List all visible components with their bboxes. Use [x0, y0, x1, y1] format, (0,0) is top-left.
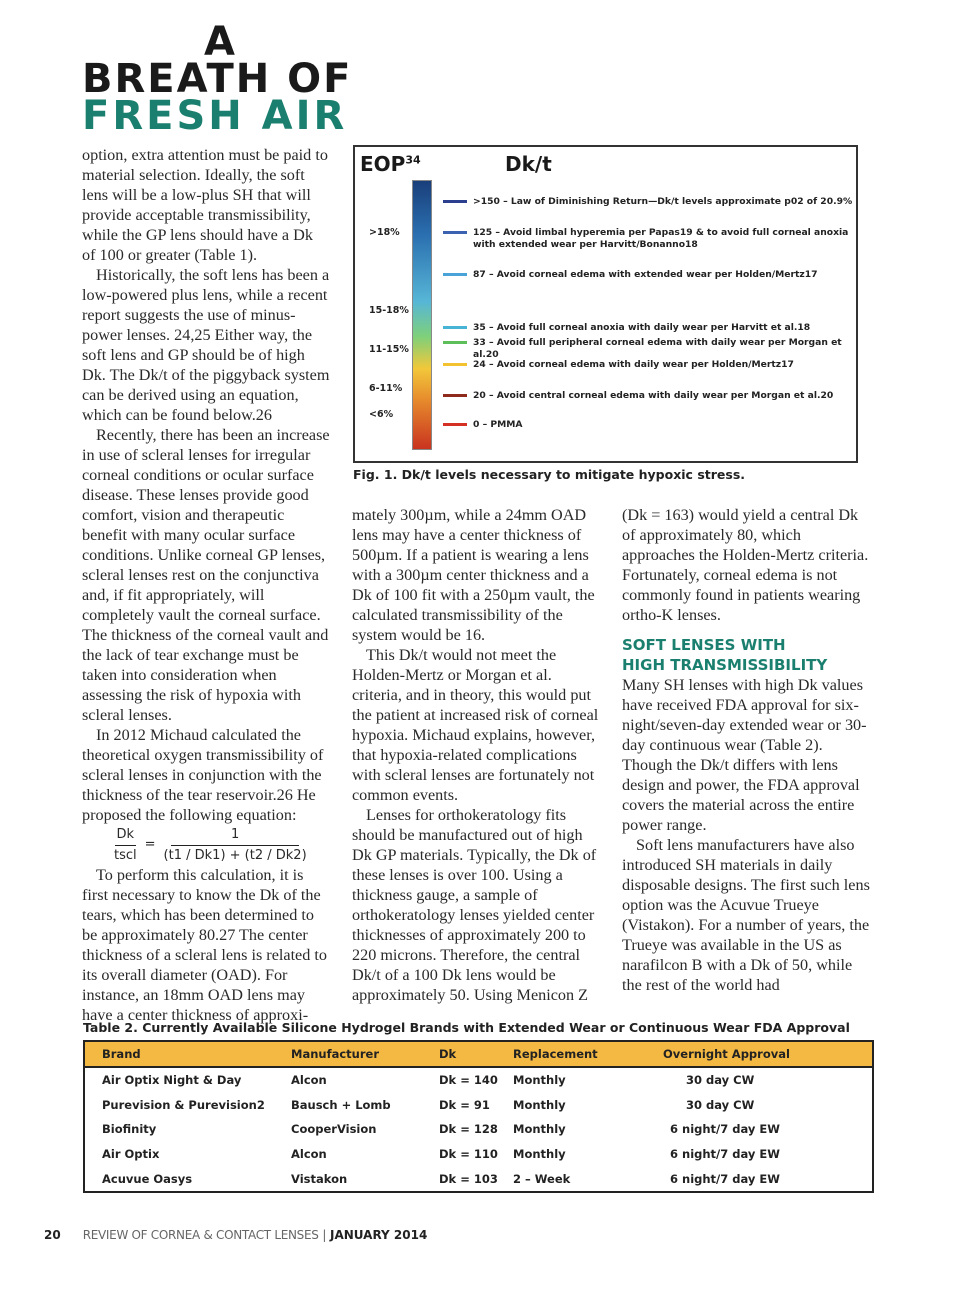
cell: Monthly [513, 1097, 566, 1112]
cell: Monthly [513, 1073, 566, 1088]
eq-equals: = [144, 837, 156, 852]
level-swatch [443, 341, 467, 344]
column-2 [352, 505, 604, 1005]
cell: Monthly [513, 1122, 566, 1137]
table-caption: Table 2. Currently Available Silicone Hydrogel Brands with Extended Wear or Continuous Wear FDA Approval [83, 1020, 850, 1035]
paragraph: This Dk/t would not meet the Holden-Mertz or Morgan et al. criteria, and in theory, this would put the patient at increased risk of corneal hypoxia. Michaud explains, however, that hypoxia-related complications with scleral lenses are fortunately not common events. [352, 646, 599, 804]
cell: Dk = 128 [439, 1122, 498, 1137]
percent-label: 6-11% [369, 383, 403, 394]
paragraph: option, extra attention must be paid to material selection. Ideally, the soft lens will be a low-plus SH that will provide acceptable transmissibility, while the GP lens should have a Dk of 100 or greater (Table 1). [82, 146, 328, 264]
paragraph: Recently, there has been an increase in use of scleral lenses for irregular corneal conditions or ocular surface disease. These lenses provide good comfort, vision and therapeutic benefit with many ocular surface conditions. Unlike corneal GP lenses, scleral lenses rest on the conjunctiva and, if fit appropriately, will completely vault the corneal surface. The thickness of the corneal vault and the lack of tear exchange must be taken into consideration when assessing the risk of hypoxia with scleral lenses. [82, 426, 330, 724]
paragraph: (Dk = 163) would yield a central Dk of approximately 80, which approaches the Holden-Mertz criteria. Fortunately, corneal edema is not commonly found in patients wearing ortho-K lenses. [622, 506, 869, 624]
paragraph: Many SH lenses with high Dk values have received FDA approval for six-night/seven-day extended wear or 30-day continuous wear (Table 2). Though the Dk/t differs with lens design and power, the FDA approval covers the material across the entire power range. [622, 676, 867, 834]
cell: 2 – Week [513, 1171, 571, 1186]
level-swatch [443, 363, 467, 366]
table-row [85, 1166, 872, 1191]
figure-caption: Fig. 1. Dk/t levels necessary to mitigate hypoxic stress. [353, 467, 746, 482]
cell: 6 night/7 day EW [670, 1147, 780, 1162]
article-title [82, 19, 353, 139]
level-swatch [443, 326, 467, 329]
figure-1 [353, 145, 858, 463]
cell: Acuvue Oasys [102, 1171, 193, 1186]
subheading [622, 635, 874, 675]
footer-separator: | [322, 1228, 327, 1242]
eop-label: EOP$^{34}$ [360, 152, 421, 176]
col-header: Dk [439, 1047, 457, 1061]
eq-rhs-top: 1 [171, 825, 299, 846]
page-number: 20 [44, 1228, 61, 1242]
table-row [85, 1142, 872, 1167]
percent-label: <6% [369, 409, 394, 420]
percent-label: >18% [369, 227, 400, 238]
cell: Dk = 110 [439, 1147, 498, 1162]
cell: Alcon [291, 1073, 327, 1088]
cell: Monthly [513, 1147, 566, 1162]
cell: Vistakon [291, 1171, 348, 1186]
title-line-1: A [204, 19, 236, 65]
percent-label: 15-18% [369, 305, 409, 316]
table-header [85, 1042, 872, 1068]
level-line: 35 – Avoid full corneal anoxia with daily wear per Harvitt et al.18 [443, 322, 853, 336]
cell: Bausch + Lomb [291, 1097, 391, 1112]
cell: CooperVision [291, 1122, 377, 1137]
col-header: Manufacturer [291, 1047, 379, 1061]
dkt-label: Dk/t [505, 152, 552, 176]
paragraph: Soft lens manufacturers have also introduced SH materials in daily disposable designs. The first such lens option was the Acuvue Trueye (Vistakon). For a number of years, the Trueye was available in the US as narafilcon B with a Dk of 50, while the rest of the world had [622, 836, 870, 994]
subheading-line-2: HIGH TRANSMISSIBILITY [622, 656, 828, 674]
level-line: >150 – Law of Diminishing Return—Dk/t levels approximate p02 of 20.9% [443, 196, 853, 210]
cell: Dk = 91 [439, 1097, 490, 1112]
cell: Dk = 103 [439, 1171, 498, 1186]
level-swatch [443, 423, 467, 426]
cell: 6 night/7 day EW [670, 1171, 780, 1186]
paragraph: Lenses for orthokeratology fits should be manufactured out of high Dk GP materials. Typically, the Dk of these lenses is over 100. Using a thickness gauge, a sample of orthokeratology lenses yielded center thicknesses of approximately 200 to 220 microns. Therefore, the central Dk/t of a 100 Dk lens would be approximately 50. Using Menicon Z [352, 806, 597, 1004]
eq-rhs-bottom: (t1 / Dk1) + (t2 / Dk2) [163, 847, 307, 863]
table-row [85, 1117, 872, 1142]
page-footer [44, 1228, 427, 1242]
cell: Dk = 140 [439, 1073, 498, 1088]
journal-name: REVIEW OF CORNEA & CONTACT LENSES [82, 1228, 319, 1242]
cell: 30 day CW [686, 1073, 755, 1088]
level-swatch [443, 273, 467, 276]
paragraph: Historically, the soft lens has been a low-powered plus lens, while a recent report suggests the use of minus-power lenses. 24,25 Either way, the soft lens and GP should be of high Dk. The Dk/t of the piggyback system can be derived using an equation, which can be found below.26 [82, 266, 330, 424]
level-line: 20 – Avoid central corneal edema with daily wear per Morgan et al.20 [443, 390, 853, 404]
level-line: 33 – Avoid full peripheral corneal edema with daily wear per Morgan et al.20 [443, 337, 853, 351]
cell: Air Optix Night & Day [102, 1073, 242, 1088]
column-1 [82, 145, 330, 1025]
percent-label: 11-15% [369, 344, 409, 355]
cell: 30 day CW [686, 1097, 755, 1112]
cell: Purevision & Purevision2 [102, 1097, 265, 1112]
eq-lhs-top: Dk [115, 825, 137, 846]
col-header: Replacement [513, 1047, 598, 1061]
title-line-3: FRESH AIR [82, 93, 348, 139]
title-line-2: BREATH OF [82, 56, 353, 102]
cell: Air Optix [102, 1147, 160, 1162]
cell: 6 night/7 day EW [670, 1122, 780, 1137]
paragraph: To perform this calculation, it is first necessary to know the Dk of the tears, which has been determined to be approximately 80.27 The center thickness of a scleral lens is related to its overall diameter (OAD). For instance, an 18mm OAD lens may have a center thickness of approxi- [82, 866, 327, 1024]
cell: Alcon [291, 1147, 327, 1162]
level-swatch [443, 231, 467, 234]
paragraph: In 2012 Michaud calculated the theoretical oxygen transmissibility of scleral lenses in conjunction with the thickness of the tear reservoir.26 He proposed the following equation: [82, 726, 324, 824]
data-table [83, 1040, 874, 1193]
level-swatch [443, 394, 467, 397]
table-row [85, 1093, 872, 1118]
level-line: 87 – Avoid corneal edema with extended wear per Holden/Mertz17 [443, 269, 853, 283]
level-swatch [443, 200, 467, 203]
column-3 [622, 505, 874, 995]
gradient-bar [412, 180, 432, 450]
equation [82, 825, 330, 865]
paragraph: mately 300µm, while a 24mm OAD lens may have a center thickness of 500µm. If a patient is wearing a lens with a 300µm center thickness and a Dk of 100 fit with a 250µm vault, the calculated transmissibility of the system would be 16. [352, 506, 595, 644]
level-line: 0 – PMMA [443, 419, 853, 433]
issue-date: JANUARY 2014 [330, 1228, 428, 1242]
cell: Biofinity [102, 1122, 157, 1137]
col-header: Overnight Approval [663, 1047, 790, 1061]
eq-lhs-bottom: tscl [114, 847, 137, 863]
level-line: 24 – Avoid corneal edema with daily wear per Holden/Mertz17 [443, 359, 853, 373]
table-row [85, 1068, 872, 1093]
level-line: 125 – Avoid limbal hyperemia per Papas19 & to avoid full corneal anoxia with extended wear per Harvitt/Bonanno18 [443, 227, 853, 241]
col-header: Brand [102, 1047, 141, 1061]
subheading-line-1: SOFT LENSES WITH [622, 636, 786, 654]
